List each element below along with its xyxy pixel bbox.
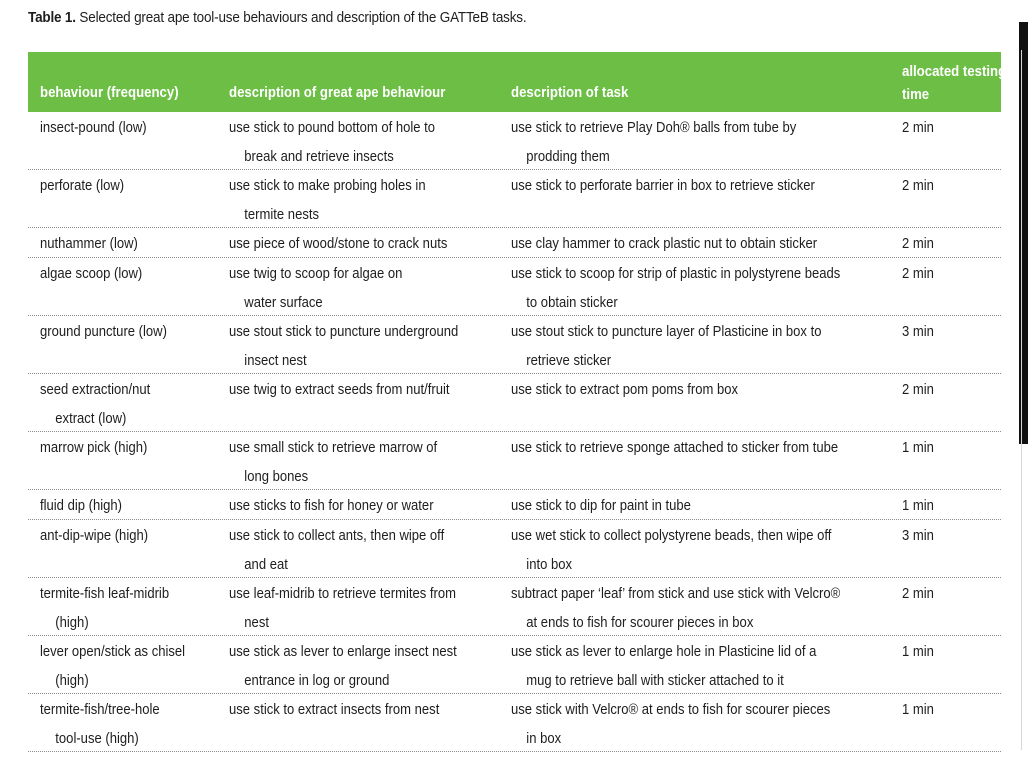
ape-behaviour-cell [229, 696, 490, 725]
ape-behaviour-cell [229, 434, 490, 491]
cell-line: use twig to scoop for algae on [229, 266, 403, 282]
cell-line: in box [526, 730, 562, 747]
cell-line: entrance in log or ground [244, 672, 390, 689]
task-cell [511, 114, 898, 171]
cell-line: (high) [55, 672, 89, 689]
cell-line: termite-fish leaf-midrib [40, 586, 170, 602]
ape-behaviour-cell [229, 172, 490, 229]
ape-behaviour-cell [229, 376, 490, 405]
cell-line: nuthammer (low) [40, 236, 138, 252]
header-task: description of task [511, 84, 629, 101]
cell-line: at ends to fish for scourer pieces in box [526, 614, 754, 631]
cell-line: use small stick to retrieve marrow of [229, 440, 438, 456]
behaviour-cell [40, 696, 207, 753]
cell-line: use twig to extract seeds from nut/fruit [229, 382, 450, 398]
header-ape-behaviour: description of great ape behaviour [229, 84, 446, 101]
cell-line: use stick to extract insects from nest [229, 702, 440, 718]
ape-behaviour-cell [229, 492, 490, 521]
testing-time-cell [902, 114, 983, 143]
behaviour-cell [40, 172, 207, 201]
cell-line: 2 min [902, 266, 934, 282]
cell-line: 2 min [902, 120, 934, 136]
cell-line: use wet stick to collect polystyrene beads, then wipe off [511, 528, 832, 544]
cell-line: use stick to scoop for strip of plastic in polystyrene beads [511, 266, 841, 282]
cell-line: use stick to retrieve Play Doh® balls from tube by [511, 120, 797, 136]
cell-line: use sticks to fish for honey or water [229, 498, 434, 514]
cell-line: use stick to pound bottom of hole to [229, 120, 436, 136]
cell-line: use stout stick to puncture underground [229, 324, 459, 340]
cell-line: retrieve sticker [526, 352, 612, 369]
cell-line: extract (low) [55, 410, 127, 427]
task-cell [511, 230, 898, 259]
table-row [28, 112, 1001, 170]
behaviour-cell [40, 260, 207, 289]
cell-line: tool-use (high) [55, 730, 139, 747]
behaviour-cell [40, 522, 207, 551]
header-testing-time: allocated testing time [902, 63, 1007, 103]
cell-line: into box [526, 556, 573, 573]
testing-time-cell [902, 434, 983, 463]
behaviour-cell [40, 318, 207, 347]
cell-line: 1 min [902, 644, 934, 660]
behaviour-cell [40, 114, 207, 143]
cell-line: ant-dip-wipe (high) [40, 528, 149, 544]
table-row [28, 694, 1001, 752]
cell-line: use stick with Velcro® at ends to fish for scourer pieces [511, 702, 831, 718]
task-cell [511, 172, 898, 201]
task-cell [511, 376, 898, 405]
cell-line: marrow pick (high) [40, 440, 148, 456]
ape-behaviour-cell [229, 114, 490, 171]
cell-line: use stick to retrieve sponge attached to sticker from tube [511, 440, 839, 456]
cell-line: prodding them [526, 148, 610, 165]
cell-line: mug to retrieve ball with sticker attached to it [526, 672, 784, 689]
cell-line: fluid dip (high) [40, 498, 122, 514]
table-caption [28, 9, 526, 26]
cell-line: 2 min [902, 178, 934, 194]
cell-line: use clay hammer to crack plastic nut to obtain sticker [511, 236, 818, 252]
behaviour-cell [40, 638, 207, 695]
cell-line: use leaf-midrib to retrieve termites from [229, 586, 456, 602]
cell-line: termite nests [244, 206, 319, 223]
cell-line: 1 min [902, 440, 934, 456]
table-row [28, 520, 1001, 578]
table-row [28, 374, 1001, 432]
cell-line: seed extraction/nut [40, 382, 151, 398]
table-caption-text: Selected great ape tool-use behaviours and description of the GATTeB tasks. [79, 9, 527, 26]
cell-line: 2 min [902, 382, 934, 398]
behaviour-cell [40, 230, 207, 259]
table-row [28, 490, 1001, 520]
table-label: Table 1. [28, 9, 76, 26]
testing-time-cell [902, 492, 983, 521]
testing-time-cell [902, 260, 983, 289]
cell-line: (high) [55, 614, 89, 631]
cell-line: nest [244, 614, 269, 631]
cell-line: use stick to perforate barrier in box to retrieve sticker [511, 178, 815, 194]
table-row [28, 578, 1001, 636]
task-cell [511, 434, 898, 463]
cell-line: use stick as lever to enlarge insect nest [229, 644, 457, 660]
testing-time-cell [902, 376, 983, 405]
testing-time-cell [902, 172, 983, 201]
task-cell [511, 638, 898, 695]
cell-line: perforate (low) [40, 178, 125, 194]
testing-time-cell [902, 318, 983, 347]
behaviour-cell [40, 376, 207, 433]
ape-behaviour-cell [229, 522, 490, 579]
cell-line: water surface [244, 294, 323, 311]
testing-time-cell [902, 580, 983, 609]
task-cell [511, 318, 898, 375]
cell-line: use stick to dip for paint in tube [511, 498, 691, 514]
cell-line: insect nest [244, 352, 307, 369]
cell-line: use stick to extract pom poms from box [511, 382, 739, 398]
table-row [28, 636, 1001, 694]
page-edge-line [1021, 50, 1022, 750]
cell-line: algae scoop (low) [40, 266, 143, 282]
task-cell [511, 696, 898, 753]
cell-line: ground puncture (low) [40, 324, 167, 340]
cell-line: termite-fish/tree-hole [40, 702, 160, 718]
ape-behaviour-cell [229, 260, 490, 317]
cell-line: 1 min [902, 702, 934, 718]
cell-line: 3 min [902, 324, 934, 340]
cell-line: 2 min [902, 586, 934, 602]
testing-time-cell [902, 638, 983, 667]
testing-time-cell [902, 522, 983, 551]
task-cell [511, 492, 898, 521]
behaviour-cell [40, 580, 207, 637]
behaviour-cell [40, 492, 207, 521]
cell-line: subtract paper ‘leaf’ from stick and use stick with Velcro® [511, 586, 841, 602]
cell-line: and eat [244, 556, 288, 573]
table-header [28, 52, 1007, 112]
task-cell [511, 522, 898, 579]
cell-line: to obtain sticker [526, 294, 618, 311]
table-row [28, 258, 1001, 316]
ape-behaviour-cell [229, 638, 490, 695]
cell-line: use piece of wood/stone to crack nuts [229, 236, 448, 252]
cell-line: use stick as lever to enlarge hole in Plasticine lid of a [511, 644, 817, 660]
header-behaviour: behaviour (frequency) [40, 84, 179, 101]
cell-line: insect-pound (low) [40, 120, 147, 136]
cell-line: 2 min [902, 236, 934, 252]
cell-line: break and retrieve insects [244, 148, 394, 165]
ape-behaviour-cell [229, 580, 490, 637]
task-cell [511, 580, 898, 637]
table-row [28, 432, 1001, 490]
table-row [28, 316, 1001, 374]
cell-line: 3 min [902, 528, 934, 544]
testing-time-cell [902, 696, 983, 725]
table-row [28, 228, 1001, 258]
cell-line: use stout stick to puncture layer of Plasticine in box to [511, 324, 822, 340]
ape-behaviour-cell [229, 318, 490, 375]
behaviour-table [28, 52, 1007, 752]
table-body [28, 112, 1001, 752]
behaviour-cell [40, 434, 207, 463]
cell-line: use stick to collect ants, then wipe off [229, 528, 445, 544]
cell-line: 1 min [902, 498, 934, 514]
cell-line: lever open/stick as chisel [40, 644, 186, 660]
ape-behaviour-cell [229, 230, 490, 259]
testing-time-cell [902, 230, 983, 259]
table-row [28, 170, 1001, 228]
cell-line: long bones [244, 468, 309, 485]
task-cell [511, 260, 898, 317]
cell-line: use stick to make probing holes in [229, 178, 426, 194]
